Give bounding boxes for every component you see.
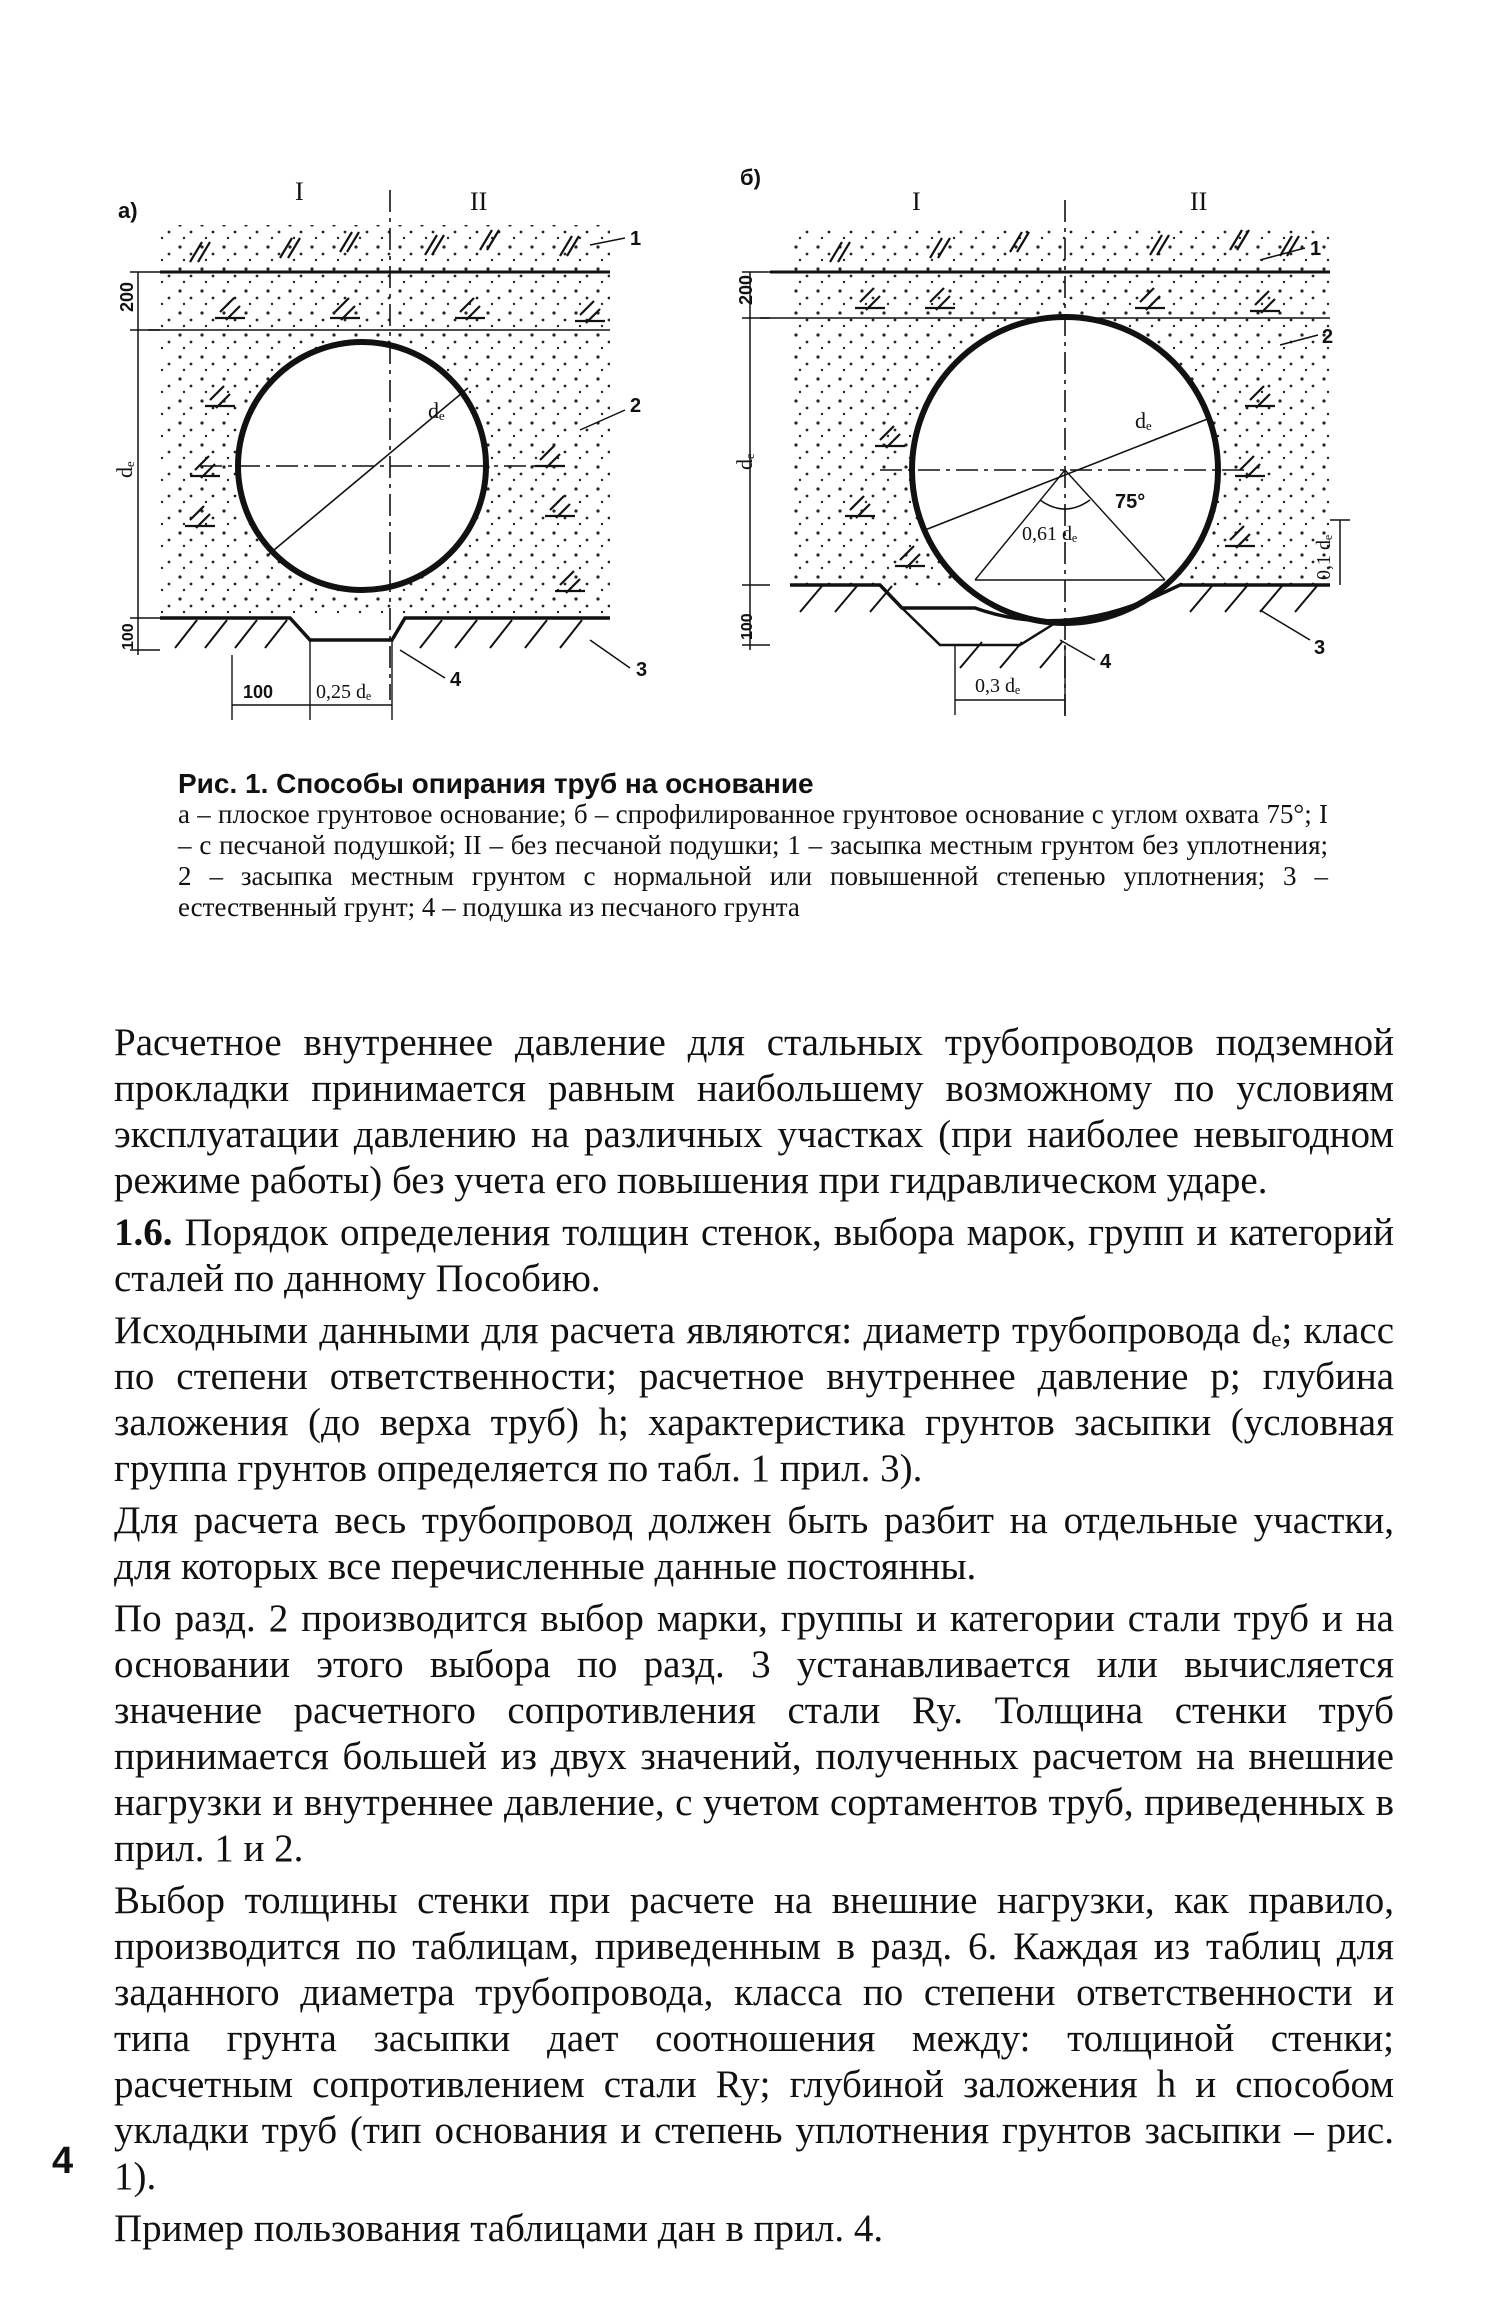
panel-a: [112, 177, 647, 720]
paragraph-7: Пример пользования таблицами дан в прил. 4.: [114, 2207, 884, 2250]
panel-b-callout-4: 4: [1100, 651, 1112, 673]
panel-a-callout-3: 3: [636, 659, 648, 681]
caption-body: а – плоское грунтовое основание; б – спрофилированное грунтовое основание с углом охвата 75°; I – с песчаной подушкой; II – без песчаной подушки; 1 – засыпка местным грунтом без уплотнения; 2 – засыпка местным грунтом с нормальной или повышенной степенью уплотнения; 3 – естественный грунт; 4 – подушка из песчаного грунта: [178, 799, 1328, 922]
panel-a-diameter-label: dₑ: [428, 398, 445, 423]
panel-b-side-right: 0,1 dₑ: [1313, 534, 1335, 580]
panel-b-chord: 0,61 dₑ: [1022, 523, 1078, 545]
figure-caption: [178, 768, 1328, 923]
panel-b-callout-2: 2: [1322, 326, 1334, 348]
panel-a-callout-1: 1: [630, 228, 642, 250]
body-text: [114, 1020, 1394, 2258]
panel-b-zone-I: I: [912, 187, 921, 216]
section-heading: Порядок определения толщин стенок, выбора марок, групп и категорий сталей по данному Пособию.: [114, 1211, 1394, 1300]
ground-bottom-hatching: [175, 620, 582, 648]
paragraph-4: Для расчета весь трубопровод должен быть разбит на отдельные участки, для которых все перечисленные данные постоянны.: [114, 1499, 1394, 1588]
panel-b-diameter-label: dₑ: [1135, 408, 1152, 433]
panel-b-callout-3: 3: [1314, 637, 1326, 659]
panel-b-letter: б): [740, 165, 761, 190]
panel-b-angle: 75°: [1115, 491, 1146, 513]
panel-b-dim-de: dₑ: [732, 453, 757, 470]
paragraph-5: По разд. 2 производится выбор марки, группы и категории стали труб и на основании этого выбора по разд. 3 устанавливается или вычисляется значение расчетного сопротивления стали Ry. Толщина стенки труб принимается большей из двух значений, полученных расчетом на внешние нагрузки и внутреннее давление, с учетом сортаментов труб, приведенных в прил. 1 и 2.: [114, 1597, 1394, 1870]
paragraph-3: Исходными данными для расчета являются: диаметр трубопровода dₑ; класс по степени ответственности; расчетное внутреннее давление p; глубина заложения (до верха труб) h; характеристика грунтов засыпки (условная группа грунтов определяется по табл. 1 прил. 3).: [114, 1309, 1394, 1490]
panel-a-bottom-025de: 0,25 dₑ: [316, 681, 372, 703]
caption-title: Рис. 1. Способы опирания труб на основание: [178, 768, 814, 799]
paragraph-6: Выбор толщины стенки при расчете на внешние нагрузки, как правило, производится по таблицам, приведенным в разд. 6. Каждая из таблиц для заданного диаметра трубопровода, класса по степени ответственности и типа грунта засыпки дает соотношения между: толщиной стенки; расчетным сопротивлением стали Ry; глубиной заложения h и способом укладки труб (тип основания и степень уплотнения грунтов засыпки – рис. 1).: [114, 1879, 1394, 2198]
ground-bottom-line: [160, 618, 610, 640]
panel-a-dim-de: dₑ: [112, 461, 137, 478]
panel-a-dim-200: 200: [117, 281, 137, 312]
panel-a-letter: а): [118, 198, 138, 223]
paragraph-2: [114, 1210, 1394, 1302]
section-number: 1.6.: [114, 1211, 173, 1254]
page-number: 4: [52, 2140, 74, 2182]
panel-b-callout-1: 1: [1310, 238, 1322, 260]
panel-b-zone-II: II: [1190, 187, 1208, 216]
panel-b: [732, 165, 1350, 720]
panel-b-dim-100: 100: [739, 613, 756, 640]
panel-a-bottom-100: 100: [243, 682, 274, 702]
panel-b-bottom: 0,3 dₑ: [975, 675, 1021, 697]
panel-a-zone-II: II: [470, 187, 488, 216]
panel-a-callout-4: 4: [450, 669, 462, 691]
panel-a-callout-2: 2: [630, 395, 642, 417]
paragraph-1: Расчетное внутреннее давление для стальных трубопроводов подземной прокладки принимается равным наибольшему возможному по условиям эксплуатации давлению на различных участках (при наиболее невыгодном режиме работы) без учета его повышения при гидравлическом ударе.: [114, 1021, 1394, 1202]
panel-b-dim-200: 200: [736, 274, 756, 305]
panel-a-zone-I: I: [295, 177, 304, 206]
panel-a-dim-100: 100: [120, 623, 137, 650]
